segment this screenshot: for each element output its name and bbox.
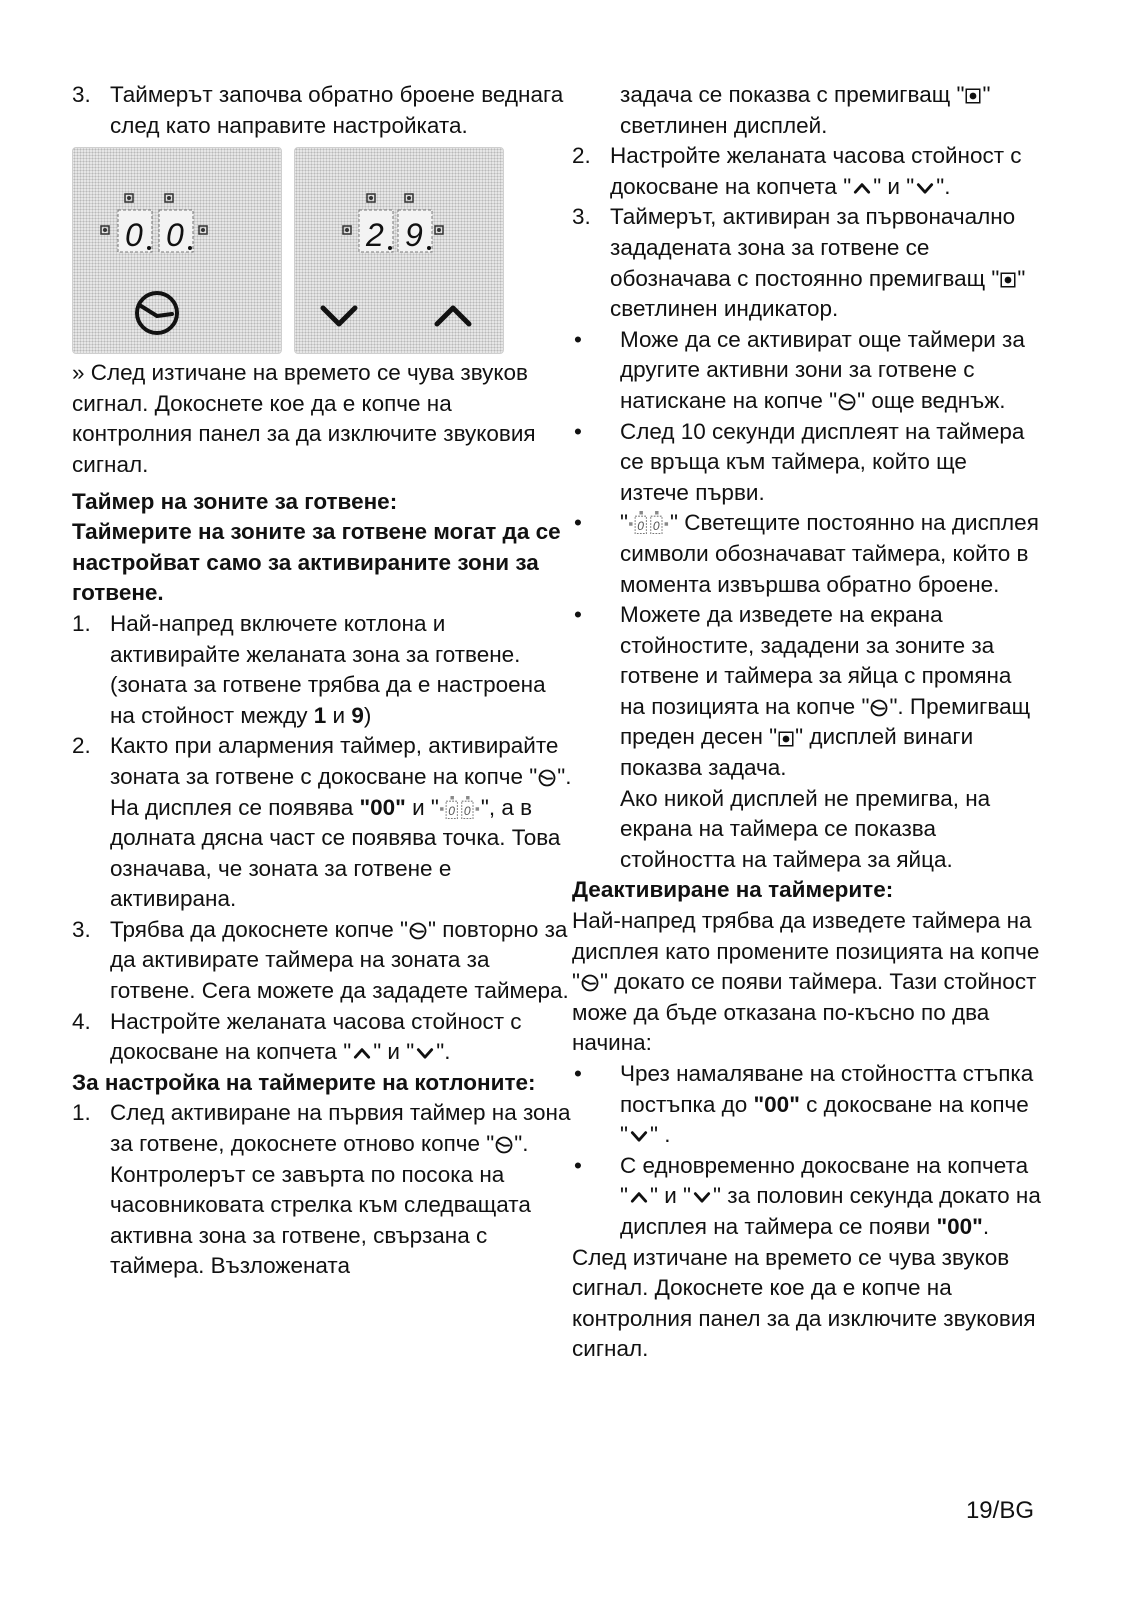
bullet-item <box>572 600 1042 784</box>
item-text: Таймерът, активиран за първоначално зададената зона за готвене се обозначава с постоянно премигващ " " светлинен индикатор. <box>610 204 1026 322</box>
up-arrow-icon <box>628 1187 650 1207</box>
paragraph: След изтичане на времето се чува звуков сигнал. Докоснете кое да е копче на контролния панел за да изключите звуковия сигнал. <box>572 1244 1036 1362</box>
down-arrow-icon <box>914 178 936 198</box>
bullet: • <box>574 1061 582 1086</box>
timer-icon <box>137 293 177 333</box>
paragraph: Най-напред трябва да изведете таймера на дисплея като промените позицията на копче " " докато се появи таймера. Тази стойност може да бъде отказана по-късно по два начина: <box>572 908 1040 1056</box>
item-text: Както при алармения таймер, активирайте зоната за готвене с докосване на копче " ". На дисплея се появява "00" и " ", а в долната дясна част се появява точка. Това означава, че зоната за готвене е активирана. <box>110 733 572 912</box>
bullet: • <box>574 326 582 352</box>
digit-1: 0 <box>125 217 143 254</box>
down-arrow-icon <box>414 1043 436 1063</box>
up-arrow-icon <box>351 1043 373 1063</box>
item-number: 1. <box>72 1100 91 1126</box>
section-heading: Таймер на зоните за готвене: <box>72 488 398 514</box>
section-subheading: Таймерите на зоните за готвене могат да се настройват само за активираните зони за готвене. <box>72 519 561 606</box>
item-text: " " Светещите постоянно на дисплея символи обозначават таймера, който в момента извършва обратно броене. <box>620 510 1039 597</box>
figure-row <box>72 147 572 354</box>
right-column <box>572 80 1042 1365</box>
list-item <box>72 609 572 731</box>
digit-2: 0 <box>166 217 184 254</box>
item-text: Настройте желаната часова стойност с докосване на копчета " " и " ". <box>110 1008 522 1065</box>
list-item <box>572 141 1042 202</box>
bullet-item <box>572 1059 1042 1151</box>
item-number: 3. <box>72 82 91 107</box>
display-00-icon <box>628 511 670 537</box>
control-panel-figure-1 <box>72 147 282 354</box>
up-arrow-icon <box>851 178 873 198</box>
control-panel-figure-2 <box>294 147 504 354</box>
timer-icon <box>494 1135 514 1155</box>
item-text: Най-напред включете котлона и активирайте желаната зона за готвене. (зоната за готвене трябва да е настроена на стойност между 1 и 9) <box>110 610 546 728</box>
item-number: 4. <box>72 1008 91 1034</box>
list-item <box>72 1098 572 1282</box>
list-item <box>72 1007 572 1068</box>
bullet-item <box>572 325 1042 417</box>
page-number: 19/BG <box>965 1497 1034 1524</box>
down-arrow-icon <box>691 1187 713 1207</box>
bullet: • <box>574 1152 582 1178</box>
display-00-icon <box>439 796 481 822</box>
timer-icon <box>537 768 557 788</box>
up-arrow-icon <box>437 308 469 324</box>
list-item <box>72 731 572 915</box>
paragraph: задача се показва с премигващ " " светлинен дисплей. <box>620 82 991 138</box>
item-text: Можете да изведете на екрана стойностите, зададени за зоните за готвене и таймера за яйца с промяна на позицията на копче " ". Премигващ преден десен " " дисплей винаги показва задача. <box>620 602 1031 781</box>
digit-1: 2 <box>366 217 384 254</box>
item-number: 3. <box>72 916 91 942</box>
blink-indicator-icon <box>777 730 795 748</box>
blink-indicator-icon <box>999 271 1017 289</box>
left-column <box>72 80 572 1282</box>
item-text: След 10 секунди дисплеят на таймера се връща към таймера, който ще изтече първи. <box>620 418 1025 505</box>
list-item <box>572 202 1042 324</box>
list-item <box>72 80 572 141</box>
item-number: 2. <box>572 143 591 169</box>
timer-icon <box>580 973 600 993</box>
section-heading: Деактивиране на таймерите: <box>572 877 894 903</box>
item-text: С едновременно докосване на копчета " " и " " за половин секунда докато на дисплея на таймера се появи "00". <box>620 1152 1041 1239</box>
paragraph: Ако никой дисплей не премигва, на екрана на таймера се показва стойността на таймера за яйца. <box>620 785 991 872</box>
bullet: • <box>574 602 582 628</box>
blink-indicator-icon <box>964 87 982 105</box>
paragraph: » След изтичане на времето се чува звуков сигнал. Докоснете кое да е копче на контролния панел за да изключите звуковия сигнал. <box>72 360 536 477</box>
item-text: Таймерът започва обратно броене веднага след като направите настройката. <box>110 82 564 138</box>
bullet: • <box>574 418 582 444</box>
item-text: Може да се активират още таймери за другите активни зони за готвене с натискане на копче " " още веднъж. <box>620 326 1025 413</box>
bullet-item <box>572 1151 1042 1243</box>
timer-icon <box>869 698 889 718</box>
down-arrow-icon <box>628 1126 650 1146</box>
timer-icon <box>837 392 857 412</box>
section-heading: За настройка на таймерите на котлоните: <box>72 1069 536 1095</box>
item-number: 3. <box>572 204 591 230</box>
digit-2: 9 <box>405 217 423 254</box>
item-text: Трябва да докоснете копче " " повторно за да активирате таймера на зоната за готвене. Сега можете да зададете таймера. <box>110 916 569 1004</box>
item-number: 1. <box>72 610 91 636</box>
list-item <box>72 915 572 1007</box>
timer-icon <box>408 921 428 941</box>
bullet-item <box>572 508 1042 600</box>
item-text: Настройте желаната часова стойност с докосване на копчета " " и " ". <box>610 143 1022 199</box>
item-text: Чрез намаляване на стойността стъпка постъпка до "00" с докосване на копче " " . <box>620 1061 1034 1148</box>
down-arrow-icon <box>323 308 355 324</box>
bullet: • <box>574 510 582 536</box>
bullet-item <box>572 417 1042 509</box>
item-text: След активиране на първия таймер на зона за готвене, докоснете отново копче " ". Контролерът се завърта по посока на часовниковата стрелка към следващата активна зона за готвене, свързана с таймера. Възложената <box>110 1100 571 1279</box>
item-number: 2. <box>72 733 91 759</box>
